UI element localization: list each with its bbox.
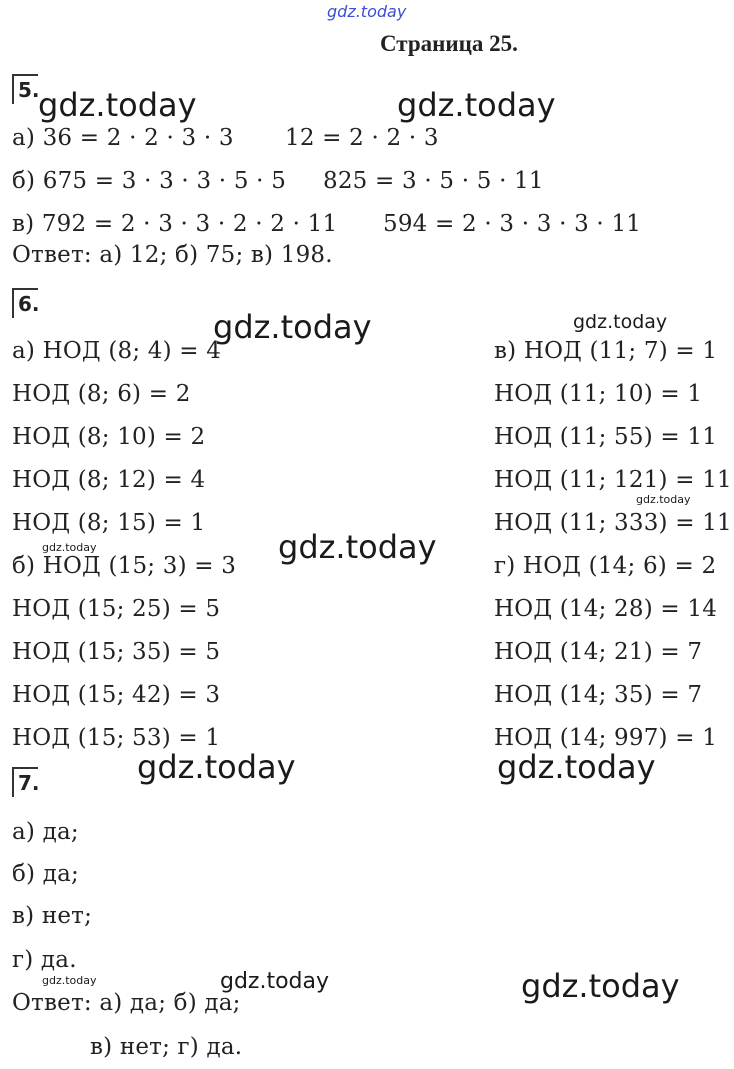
watermark: gdz.today xyxy=(278,528,437,566)
task6-left-row: а) НОД (8; 4) = 4 xyxy=(12,338,222,364)
task6-number: 6. xyxy=(12,288,38,318)
watermark: gdz.today xyxy=(213,308,372,346)
task7-answer-line2: в) нет; г) да. xyxy=(90,1034,243,1060)
task6-left-row: НОД (15; 53) = 1 xyxy=(12,725,221,751)
task6-right-row: НОД (14; 28) = 14 xyxy=(494,596,718,622)
task6-left-row: б) НОД (15; 3) = 3 xyxy=(12,553,237,579)
task6-left-row: НОД (8; 12) = 4 xyxy=(12,467,206,493)
task6-right-row: в) НОД (11; 7) = 1 xyxy=(494,338,718,364)
watermark: gdz.today xyxy=(497,748,656,786)
task6-right-row: НОД (14; 997) = 1 xyxy=(494,725,718,751)
task6-left-row: НОД (15; 25) = 5 xyxy=(12,596,221,622)
task6-right-row: г) НОД (14; 6) = 2 xyxy=(494,553,717,579)
watermark-top: gdz.today xyxy=(327,2,407,21)
task7-answer-line1: Ответ: а) да; б) да; xyxy=(12,990,241,1016)
task5-row-a-right: 12 = 2 · 2 · 3 xyxy=(285,125,439,151)
task5-row-c-right: 594 = 2 · 3 · 3 · 3 · 11 xyxy=(383,211,642,237)
task6-left-row: НОД (8; 10) = 2 xyxy=(12,424,206,450)
watermark: gdz.today xyxy=(521,967,680,1005)
task7-item: в) нет; xyxy=(12,903,93,929)
task6-right-row: НОД (11; 121) = 11 xyxy=(494,467,732,493)
watermark: gdz.today xyxy=(38,86,197,124)
task5-row-b-right: 825 = 3 · 5 · 5 · 11 xyxy=(323,168,544,194)
watermark: gdz.today xyxy=(42,974,97,987)
task6-left-row: НОД (8; 15) = 1 xyxy=(12,510,206,536)
task6-right-row: НОД (14; 35) = 7 xyxy=(494,682,703,708)
task6-right-row: НОД (14; 21) = 7 xyxy=(494,639,703,665)
watermark: gdz.today xyxy=(573,311,668,333)
task5-row-b-left: б) 675 = 3 · 3 · 3 · 5 · 5 xyxy=(12,168,287,194)
task6-left-row: НОД (15; 35) = 5 xyxy=(12,639,221,665)
task6-right-row: НОД (11; 10) = 1 xyxy=(494,381,703,407)
task7-item: г) да. xyxy=(12,947,77,973)
watermark: gdz.today xyxy=(397,86,556,124)
watermark: gdz.today xyxy=(636,493,691,506)
task6-right-row: НОД (11; 333) = 11 xyxy=(494,510,732,536)
task6-right-row: НОД (11; 55) = 11 xyxy=(494,424,718,450)
watermark: gdz.today xyxy=(42,541,97,554)
task5-row-a-left: а) 36 = 2 · 2 · 3 · 3 xyxy=(12,125,234,151)
page-title: Страница 25. xyxy=(380,31,518,56)
task5-number: 5. xyxy=(12,74,38,104)
task5-row-c-left: в) 792 = 2 · 3 · 3 · 2 · 2 · 11 xyxy=(12,211,338,237)
watermark: gdz.today xyxy=(137,748,296,786)
task7-item: б) да; xyxy=(12,861,79,887)
watermark: gdz.today xyxy=(220,969,330,994)
task5-answer: Ответ: а) 12; б) 75; в) 198. xyxy=(12,242,333,268)
task7-number: 7. xyxy=(12,767,38,797)
task6-left-row: НОД (15; 42) = 3 xyxy=(12,682,221,708)
task6-left-row: НОД (8; 6) = 2 xyxy=(12,381,191,407)
task7-item: а) да; xyxy=(12,819,79,845)
